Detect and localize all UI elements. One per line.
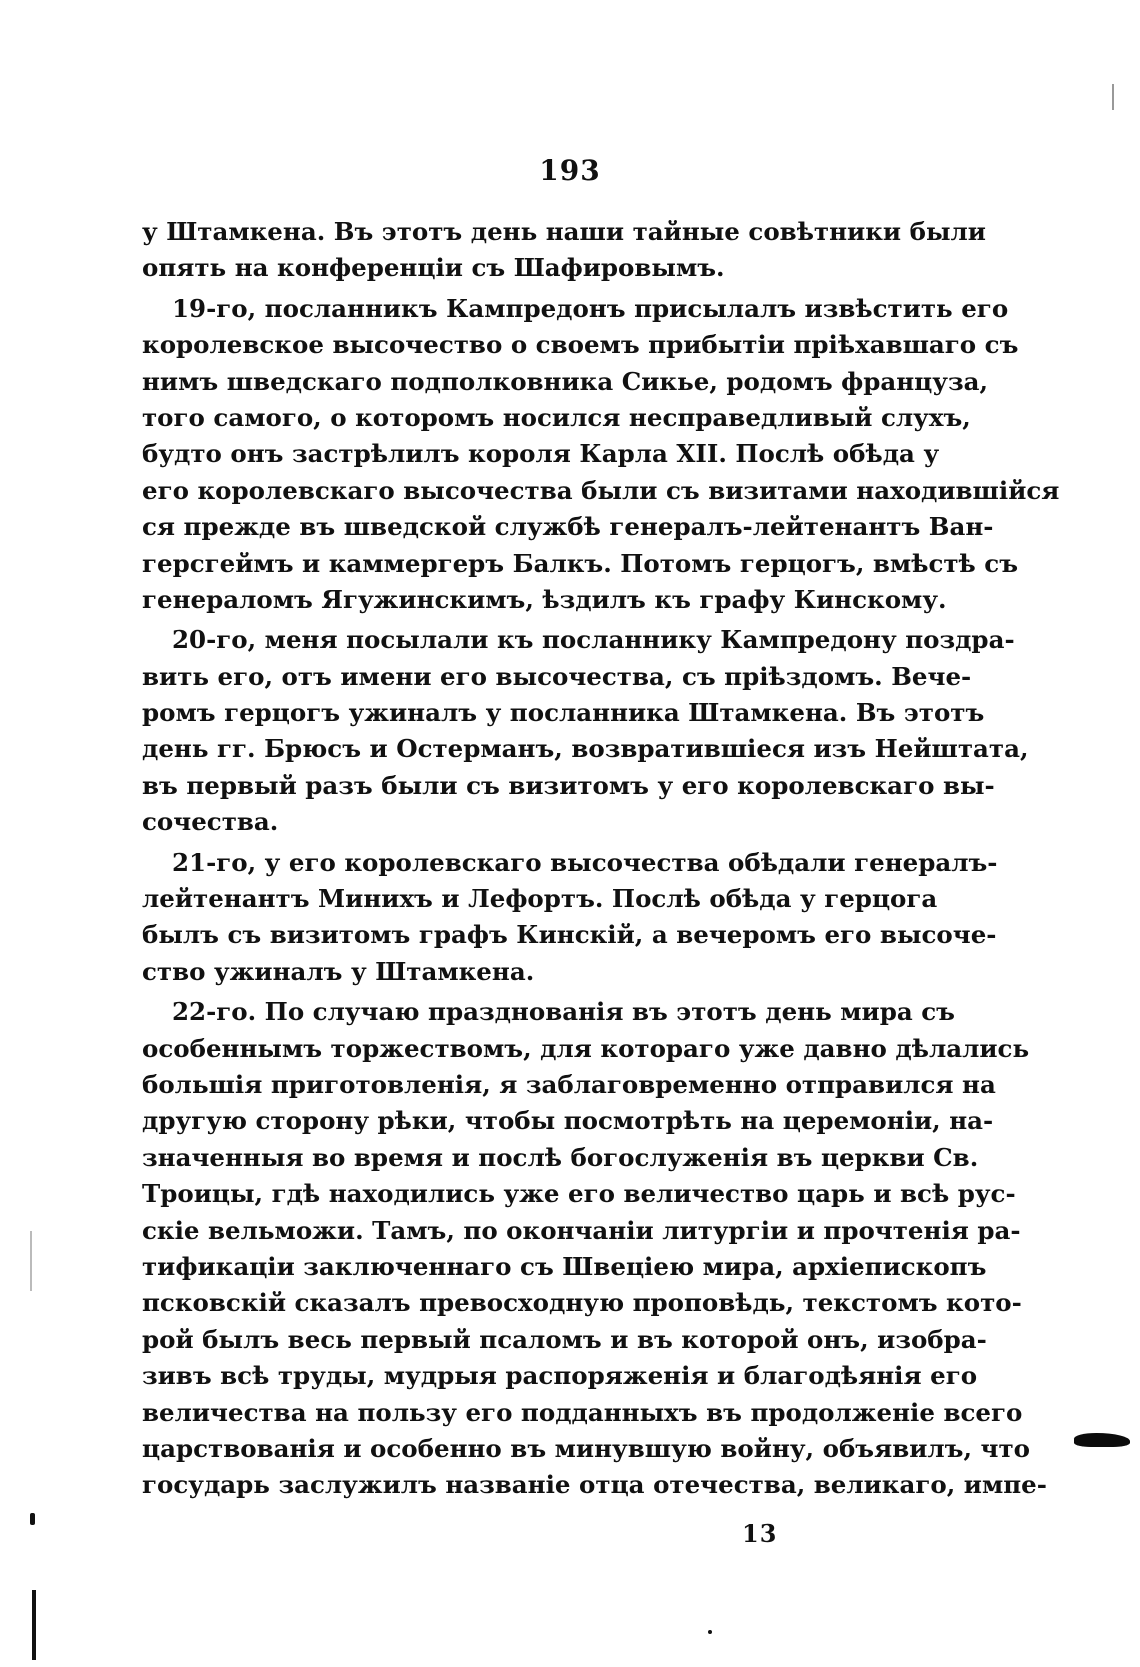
text-line: ство ужиналъ у Штамкена. xyxy=(142,956,535,986)
scan-artifact-mark xyxy=(1112,84,1114,110)
text-line: у Штамкена. Въ этотъ день наши тайные совѣтники были xyxy=(142,217,986,246)
text-line: былъ съ визитомъ графъ Кинскій, а вечеромъ его высоче- xyxy=(142,920,997,950)
text-line: значенныя во время и послѣ богослуженія въ церкви Св. xyxy=(142,1142,979,1172)
text-line: зивъ всѣ труды, мудрыя распоряженія и благодѣянія его xyxy=(142,1361,978,1391)
text-line: государь заслужилъ названіе отца отечества, великаго, импе- xyxy=(142,1470,1047,1500)
text-line: Троицы, гдѣ находились уже его величество царь и всѣ рус- xyxy=(142,1179,1016,1209)
paragraph xyxy=(142,994,1047,1503)
text-line: скіе вельможи. Тамъ, по окончаніи литургіи и прочтенія ра- xyxy=(142,1215,1021,1245)
text-line: генераломъ Ягужинскимъ, ѣздилъ къ графу Кинскому. xyxy=(142,584,947,614)
text-line: вить его, отъ имени его высочества, съ пріѣздомъ. Вече- xyxy=(142,661,972,691)
text-line: въ первый разъ были съ визитомъ у его королевскаго вы- xyxy=(142,770,995,800)
page-number-text: 193 xyxy=(539,154,601,187)
text-line: будто онъ застрѣлилъ короля Карла XII. Послѣ обѣда у xyxy=(142,439,940,469)
paragraph xyxy=(142,622,1029,840)
scan-artifact-mark xyxy=(32,1590,36,1660)
text-line: другую сторону рѣки, чтобы посмотрѣть на церемоніи, на- xyxy=(142,1106,994,1136)
paragraph xyxy=(142,214,986,287)
text-line: сочества. xyxy=(142,807,279,837)
scan-artifact-mark xyxy=(708,1630,712,1634)
text-line: герсгеймъ и каммергеръ Балкъ. Потомъ герцогъ, вмѣстѣ съ xyxy=(142,548,1019,578)
text-line: большія приготовленія, я заблаговременно отправился на xyxy=(142,1069,996,1099)
text-line: псковскій сказалъ превосходную проповѣдь, текстомъ кото- xyxy=(142,1288,1022,1318)
paragraph xyxy=(142,291,1060,619)
text-line: 22-го. По случаю празднованія въ этотъ день мира съ xyxy=(172,997,955,1027)
text-line: ромъ герцогъ ужиналъ у посланника Штамкена. Въ этотъ xyxy=(142,698,985,728)
paragraph xyxy=(142,845,998,991)
scan-artifact-mark xyxy=(30,1231,32,1291)
text-line: 21-го, у его королевскаго высочества обѣдали генералъ- xyxy=(172,847,998,877)
text-line: 19-го, посланникъ Кампредонъ присылалъ извѣстить его xyxy=(172,293,1009,323)
text-line: нимъ шведскаго подполковника Сикье, родомъ француза, xyxy=(142,366,989,396)
text-line: царствованія и особенно въ минувшую войну, объявилъ, что xyxy=(142,1433,1030,1463)
text-line: его королевскаго высочества были съ визитами находившійся xyxy=(142,475,1060,505)
text-line: лейтенантъ Минихъ и Лефортъ. Послѣ обѣда у герцога xyxy=(142,884,938,914)
text-line: опять на конференціи съ Шафировымъ. xyxy=(142,253,725,283)
page-number xyxy=(0,154,1140,187)
text-line: рой былъ весь первый псаломъ и въ которой онъ, изобра- xyxy=(142,1324,987,1354)
scan-artifact-mark xyxy=(30,1513,35,1525)
body-text xyxy=(142,214,1060,1504)
scan-artifact-mark xyxy=(1074,1433,1130,1447)
printer-signature-mark: 13 xyxy=(742,1519,778,1548)
text-line: особеннымъ торжествомъ, для котораго уже давно дѣлались xyxy=(142,1033,1030,1063)
text-line: 20-го, меня посылали къ посланнику Кампредону поздра- xyxy=(172,625,1015,655)
text-line: того самого, о которомъ носился несправедливый слухъ, xyxy=(142,402,971,432)
text-line: королевское высочество о своемъ прибытіи пріѣхавшаго съ xyxy=(142,330,1019,360)
text-line: ся прежде въ шведской службѣ генералъ-лейтенантъ Ван- xyxy=(142,512,994,542)
text-line: тификаціи заключеннаго съ Швеціею мира, архіепископъ xyxy=(142,1251,987,1281)
text-line: день гг. Брюсъ и Остерманъ, возвратившіеся изъ Нейштата, xyxy=(142,734,1029,764)
text-line: величества на пользу его подданныхъ въ продолженіе всего xyxy=(142,1397,1023,1427)
